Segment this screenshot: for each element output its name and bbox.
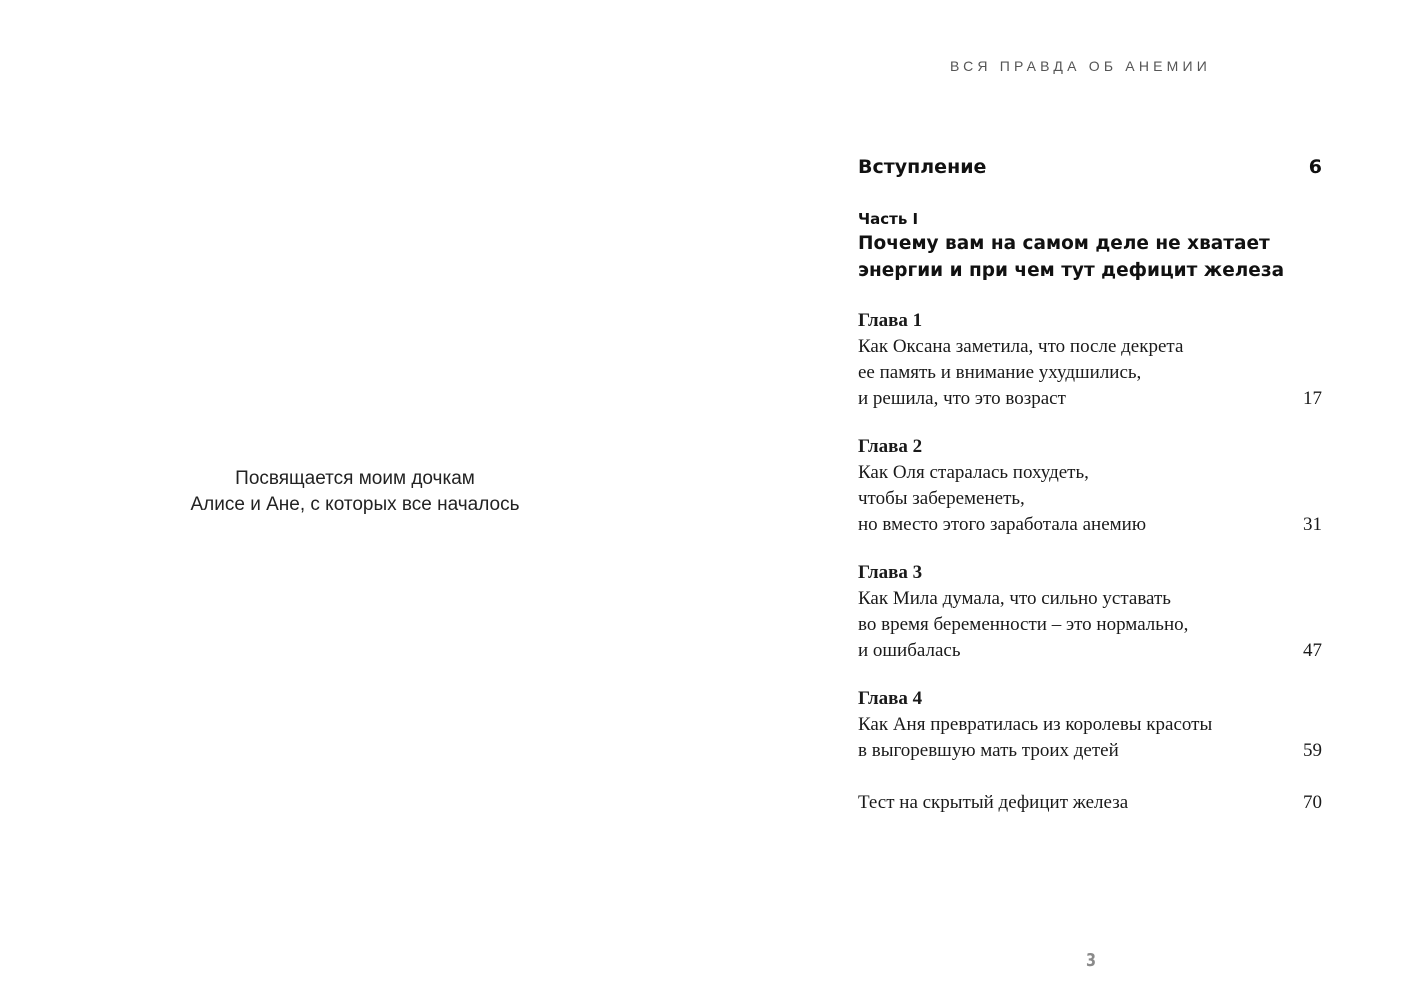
toc-entry-chapter-3[interactable] (858, 560, 1324, 664)
chapter-title-line: и ошибалась (858, 640, 961, 661)
dedication-line-2: Алисе и Ане, с которых все началось (190, 494, 520, 515)
toc-page-number: 6 (1308, 156, 1322, 178)
chapter-title-line: ее память и внимание ухудшились, (858, 362, 1142, 383)
chapter-label: Глава 2 (858, 436, 923, 457)
table-of-contents (858, 152, 1324, 816)
chapter-title-line: Как Оля старалась похудеть, (858, 462, 1089, 483)
chapter-title-line: во время беременности – это нормально, (858, 614, 1189, 635)
dedication-line-1: Посвящается моим дочкам (235, 468, 475, 489)
toc-entry-chapter-4[interactable] (858, 686, 1324, 764)
running-head: ВСЯ ПРАВДА ОБ АНЕМИИ (950, 58, 1212, 74)
part-title-line-1: Почему вам на самом деле не хватает (858, 233, 1270, 254)
toc-page-number: 70 (1303, 792, 1322, 813)
chapter-title-line: но вместо этого заработала анемию (858, 514, 1147, 535)
toc-entry-chapter-1[interactable] (858, 308, 1324, 412)
toc-entry-intro[interactable] (858, 152, 1324, 182)
toc-entry-title: Тест на скрытый дефицит железа (858, 792, 1129, 813)
part-title-line-2: энергии и при чем тут дефицит железа (858, 260, 1285, 281)
chapter-title-line: Как Оксана заметила, что после декрета (858, 336, 1184, 357)
chapter-label: Глава 1 (858, 310, 923, 331)
toc-entry-chapter-2[interactable] (858, 434, 1324, 538)
toc-entry-title: Вступление (858, 156, 987, 178)
toc-page-number: 59 (1303, 740, 1322, 761)
dedication (150, 466, 560, 518)
toc-part-heading (858, 208, 1324, 284)
chapter-label: Глава 4 (858, 688, 923, 709)
part-label: Часть I (858, 210, 919, 228)
chapter-label: Глава 3 (858, 562, 923, 583)
chapter-title-line: и решила, что это возраст (858, 388, 1066, 409)
chapter-title-line: чтобы забеременеть, (858, 488, 1025, 509)
toc-page-number: 31 (1303, 514, 1322, 535)
chapter-title-line: Как Мила думала, что сильно уставать (858, 588, 1171, 609)
toc-page-number: 17 (1303, 388, 1322, 409)
toc-entry-test[interactable] (858, 790, 1324, 816)
page-number: 3 (1085, 950, 1097, 971)
chapter-title-line: Как Аня превратилась из королевы красоты (858, 714, 1213, 735)
toc-page-number: 47 (1303, 640, 1322, 661)
chapter-title-line: в выгоревшую мать троих детей (858, 740, 1119, 761)
